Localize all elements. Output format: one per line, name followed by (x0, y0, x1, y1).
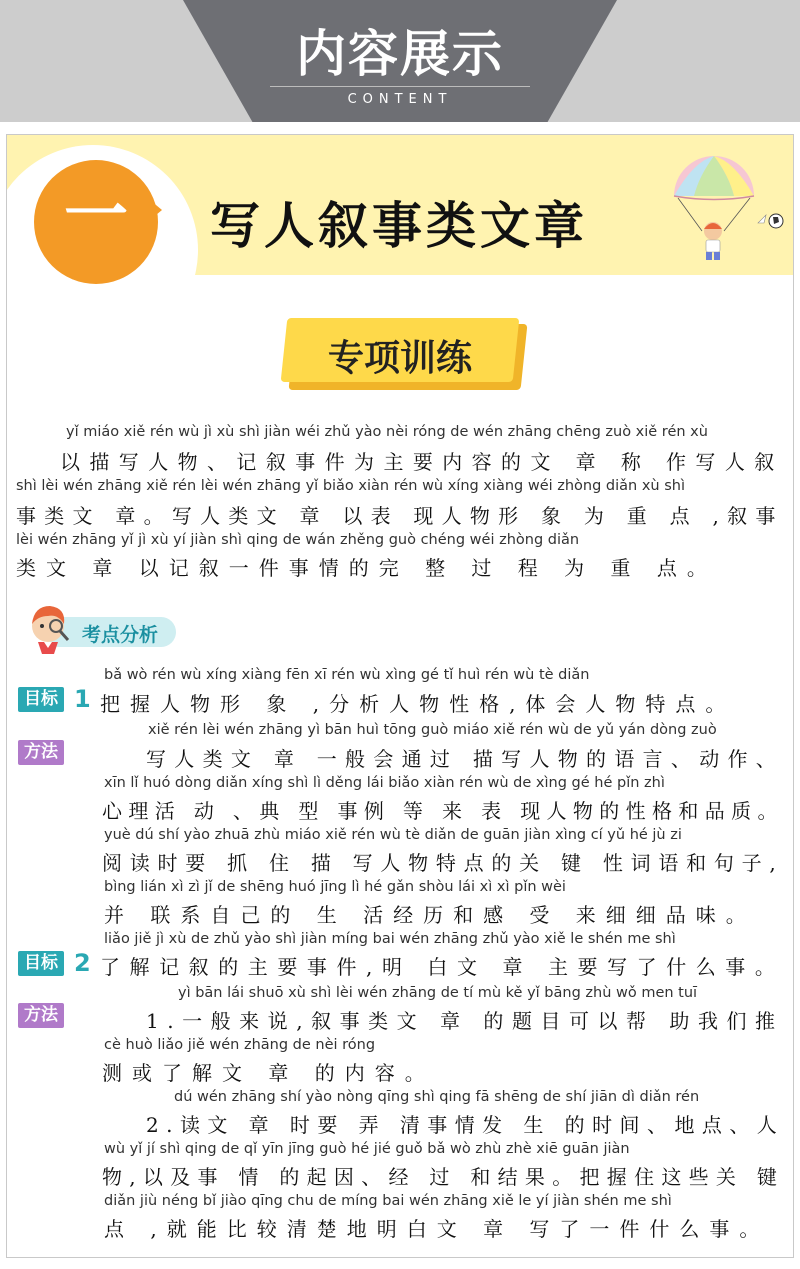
method-text: 并 联系自己的 生 活经历和感 受 来细细品味。 (104, 903, 756, 927)
goal-badge: 目标 (18, 951, 64, 976)
method-text: 1.一般来说,叙事类文 章 的题目可以帮 助我们推 (146, 1009, 784, 1033)
method-pinyin: dú wén zhāng shí yào nòng qīng shì qing fā shēng de shí jiān dì diǎn rén (174, 1089, 700, 1105)
intro-pinyin: shì lèi wén zhāng xiě rén lèi wén zhāng yǐ biǎo xiàn rén wù xíng xiàng wéi zhòng diǎn xù shì (16, 478, 686, 494)
method-pinyin: diǎn jiù néng bǐ jiào qīng chu de míng bai wén zhāng xiě le yí jiàn shén me shì (104, 1193, 672, 1209)
method-text: 阅读时要 抓 住 描 写人物特点的关 键 性词语和句子, (102, 851, 784, 875)
method-text: 点 ,就能比较清楚地明白文 章 写了一件什么事。 (104, 1217, 770, 1241)
goal-text: 把握人物形 象 ,分析人物性格,体会人物特点。 (100, 692, 736, 716)
goal-pinyin: bǎ wò rén wù xíng xiàng fēn xī rén wù xìng gé tǐ huì rén wù tè diǎn (104, 667, 590, 683)
intro-text: 事类文 章。写人类文 章 以表 现人物形 象 为 重 点 ,叙事 (16, 504, 784, 528)
method-pinyin: xīn lǐ huó dòng diǎn xíng shì lì děng lái biǎo xiàn rén wù de xìng gé hé pǐn zhì (104, 775, 665, 791)
method-pinyin: yì bān lái shuō xù shì lèi wén zhāng de tí mù kě yǐ bāng zhù wǒ men tuī (178, 985, 698, 1001)
method-pinyin: bìng lián xì zì jǐ de shēng huó jīng lì hé gǎn shòu lái xì xì pǐn wèi (104, 879, 566, 895)
method-text: 测或了解文 章 的内容。 (102, 1061, 435, 1085)
section-tag-text: 专项训练 (327, 338, 472, 379)
header-subtitle: CONTENT (347, 92, 453, 107)
goal-text: 了解记叙的主要事件,明 白文 章 主要写了什么事。 (100, 955, 785, 979)
method-pinyin: xiě rén lèi wén zhāng yì bān huì tōng guò miáo xiě rén wù de yǔ yán dòng zuò (148, 722, 717, 738)
method-text: 心理活 动 、典 型 事例 等 来 表 现人物的性格和品质。 (102, 799, 784, 823)
method-badge: 方法 (18, 1003, 64, 1028)
goal-number: 1 (74, 685, 91, 713)
method-pinyin: wù yǐ jí shì qing de qǐ yīn jīng guò hé jié guǒ bǎ wò zhù zhè xiē guān jiàn (104, 1141, 630, 1157)
magnifier-boy-icon (20, 596, 80, 658)
method-pinyin: cè huò liǎo jiě wén zhāng de nèi róng (104, 1037, 376, 1053)
goal-pinyin: liǎo jiě jì xù de zhǔ yào shì jiàn míng bai wén zhāng zhǔ yào xiě le shén me shì (104, 931, 676, 947)
balloon-boy-illustration (664, 151, 789, 271)
intro-pinyin: lèi wén zhāng yǐ jì xù yí jiàn shì qing de wán zhěng guò chéng wéi zhòng diǎn (16, 532, 580, 548)
header-title: 内容展示 (296, 25, 504, 83)
intro-text: 以描写人物、记叙事件为主要内容的文 章 称 作写人叙 (60, 450, 784, 474)
method-text: 物,以及事 情 的起因、经 过 和结果。把握住这些关 键 (102, 1165, 785, 1189)
method-pinyin: yuè dú shí yào zhuā zhù miáo xiě rén wù tè diǎn de guān jiàn xìng cí yǔ hé jù zi (104, 827, 682, 843)
method-text: 写人类文 章 一般会通过 描写人物的语言、动作、 (146, 747, 785, 771)
goal-badge: 目标 (18, 687, 64, 712)
intro-text: 类文 章 以记叙一件事情的完 整 过 程 为 重 点。 (16, 556, 717, 580)
header-divider (270, 86, 530, 87)
chapter-number: 一 (64, 179, 128, 253)
chapter-title: 写人叙事类文章 (210, 197, 588, 255)
analysis-label: 考点分析 (82, 624, 159, 646)
method-badge: 方法 (18, 740, 64, 765)
intro-pinyin: yǐ miáo xiě rén wù jì xù shì jiàn wéi zhǔ yào nèi róng de wén zhāng chēng zuò xiě rén xù (66, 424, 708, 440)
method-text: 2.读文 章 时要 弄 清事情发 生 的时间、地点、人 (146, 1113, 785, 1137)
goal-number: 2 (74, 949, 91, 977)
